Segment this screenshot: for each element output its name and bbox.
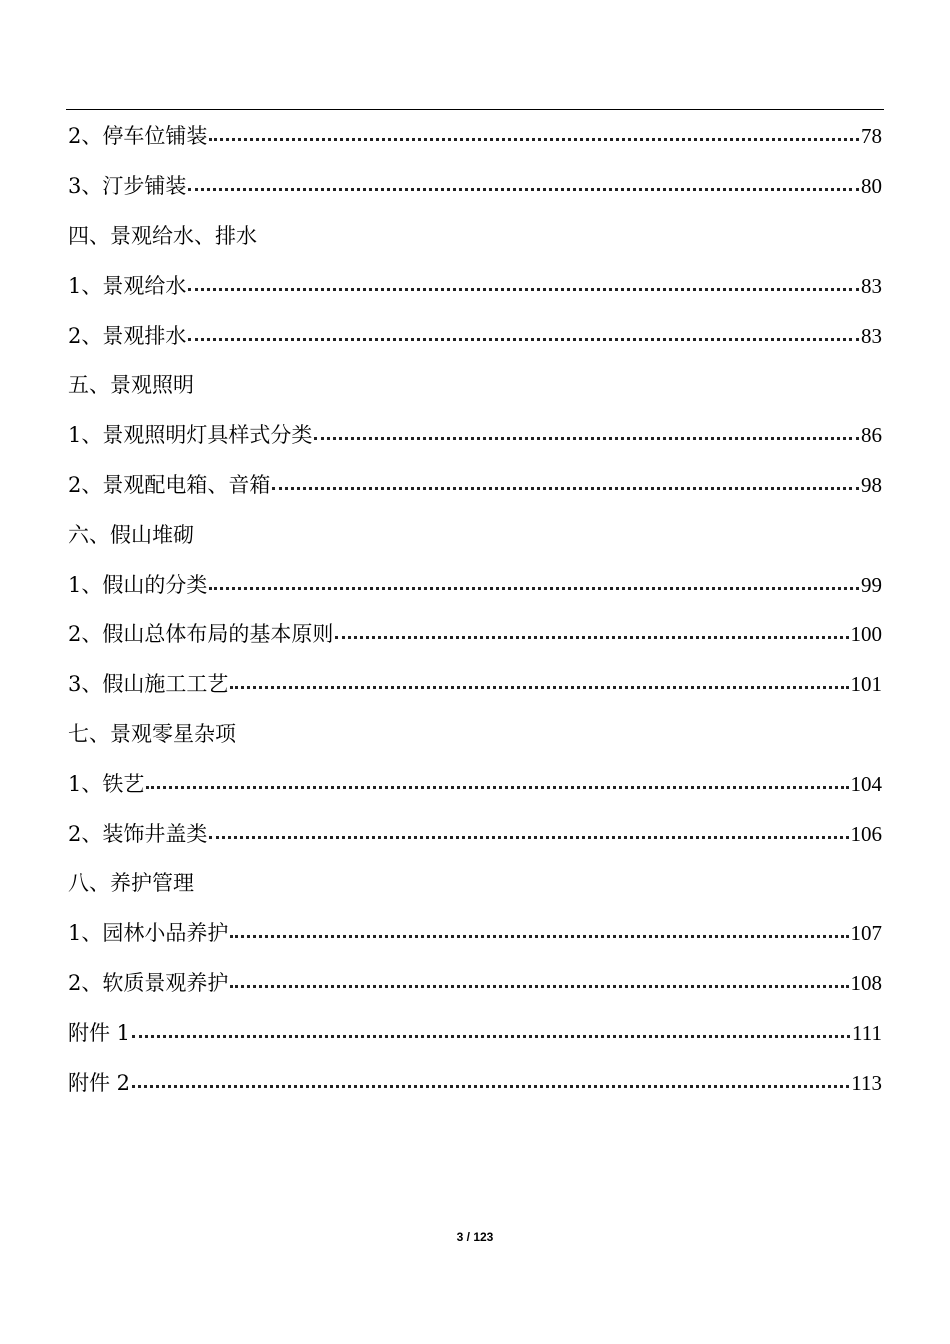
dot-leader [188, 338, 859, 341]
toc-entry[interactable] [68, 112, 882, 162]
dot-leader [230, 935, 848, 938]
toc-entry-page: 86 [861, 423, 882, 448]
toc-entry-page: 106 [850, 821, 882, 846]
dot-leader [272, 487, 859, 490]
toc-entry[interactable] [68, 909, 882, 959]
toc-entry-page: 111 [852, 1020, 882, 1045]
toc-entry-page: 104 [850, 771, 882, 796]
toc-entry-page: 80 [861, 174, 882, 199]
toc-entry-title: 附件 1 [68, 1020, 131, 1045]
toc-entry-title: 3、汀步铺装 [68, 174, 187, 199]
toc-entry-page: 108 [850, 970, 882, 995]
toc-section-heading [68, 510, 882, 560]
toc-entry[interactable] [68, 411, 882, 461]
toc-entry[interactable] [68, 461, 882, 511]
toc-entry-title: 五、景观照明 [68, 373, 194, 398]
toc-entry[interactable] [68, 809, 882, 859]
dot-leader [188, 188, 859, 191]
toc-entry-title: 1、园林小品养护 [68, 921, 229, 946]
toc-entry[interactable] [68, 261, 882, 311]
toc-entry-page: 100 [850, 622, 882, 647]
toc-entry-page: 101 [850, 672, 882, 697]
toc-entry-page: 99 [861, 572, 882, 597]
toc-entry[interactable] [68, 610, 882, 660]
toc-entry-title: 1、铁艺 [68, 771, 145, 796]
toc-section-heading [68, 212, 882, 262]
toc-entry-title: 2、停车位铺装 [68, 124, 208, 149]
header-rule [66, 109, 884, 110]
toc-entry-title: 2、软质景观养护 [68, 970, 229, 995]
toc-entry-title: 3、假山施工工艺 [68, 672, 229, 697]
toc-section-heading [68, 361, 882, 411]
toc-entry[interactable] [68, 311, 882, 361]
toc-entry-title: 2、假山总体布局的基本原则 [68, 622, 334, 647]
toc-entry[interactable] [68, 959, 882, 1009]
toc-entry-title: 2、景观排水 [68, 323, 187, 348]
toc-entry-page: 98 [861, 472, 882, 497]
dot-leader [209, 138, 859, 141]
dot-leader [188, 288, 859, 291]
dot-leader [132, 1085, 849, 1088]
toc-entry[interactable] [68, 660, 882, 710]
page-number: 3 / 123 [456, 1230, 494, 1244]
toc-entry-page: 107 [850, 921, 882, 946]
dot-leader [209, 587, 859, 590]
dot-leader [146, 786, 848, 789]
toc-section-heading [68, 710, 882, 760]
toc-entry-page: 78 [861, 124, 882, 149]
toc-entry[interactable] [68, 759, 882, 809]
toc-entry-title: 1、景观照明灯具样式分类 [68, 423, 313, 448]
toc-entry-title: 2、装饰井盖类 [68, 821, 208, 846]
toc-entry-page: 113 [851, 1070, 882, 1095]
toc-entry-title: 附件 2 [68, 1070, 131, 1095]
toc-entry-title: 1、景观给水 [68, 273, 187, 298]
toc-entry[interactable] [68, 1058, 882, 1108]
dot-leader [209, 836, 848, 839]
toc-entry-page: 83 [861, 273, 882, 298]
toc-entry[interactable] [68, 1008, 882, 1058]
dot-leader [230, 686, 848, 689]
toc-section-heading [68, 859, 882, 909]
toc-entry[interactable] [68, 560, 882, 610]
toc-entry-title: 六、假山堆砌 [68, 522, 194, 547]
toc-entry-title: 1、假山的分类 [68, 572, 208, 597]
toc-entry-title: 2、景观配电箱、音箱 [68, 472, 271, 497]
toc-entry[interactable] [68, 162, 882, 212]
table-of-contents [68, 112, 882, 1108]
dot-leader [314, 437, 859, 440]
toc-entry-title: 八、养护管理 [68, 871, 194, 896]
dot-leader [132, 1035, 850, 1038]
toc-entry-title: 四、景观给水、排水 [68, 223, 257, 248]
toc-entry-title: 七、景观零星杂项 [68, 721, 236, 746]
toc-entry-page: 83 [861, 323, 882, 348]
dot-leader [335, 636, 848, 639]
dot-leader [230, 985, 848, 988]
